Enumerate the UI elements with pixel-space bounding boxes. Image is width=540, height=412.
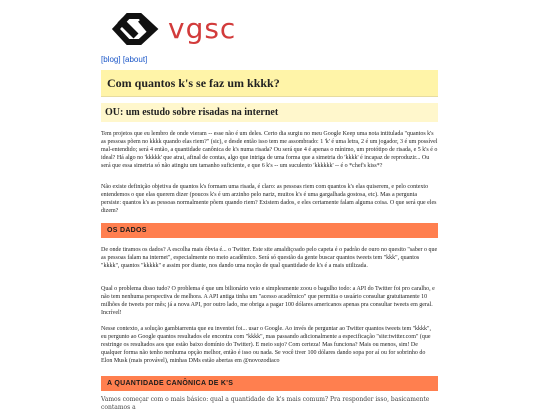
article-subtitle: OU: um estudo sobre risadas na internet: [105, 107, 279, 118]
article-title-box: [101, 70, 438, 97]
intro-paragraph-1: Tem projetos que eu lembro de onde vieram -- esse não é um deles. Certo dia surgiu no meu Google Keep uma nota intitulada "quantos k's as pessoas põem no kkkk quando elas riem?" (sic), e desde então isso tem me assombrado: 1 'k' é uma letra, 2 é um jogador, 3 é um possível mal-entendido; será 4 então, a quantidade canônica de k's numa risada? Ou será que 4 é apenas o mínimo, um protótipo de risada, e 5 k's é o ideal? Há algo no 'kkkkk' que atrai, afinal de contas, algo que intriga de uma forma que a simetria do 'kkkk' é incapaz de reproduzir... Ou será que essa simetria só não atingiu um tamanho suficiente, e que 6 k's -- um suculento 'kkkkkk' -- é o *chef's kiss*?: [101, 131, 438, 169]
nav-link-blog[interactable]: [blog]: [101, 55, 121, 64]
article-subtitle-box: [101, 103, 438, 122]
data-paragraph-1: De onde tiramos os dados? A escolha mais óbvia é... o Twitter. Este site amaldiçoado pelo capeta é o padrão de ouro no quesito "saber o que as pessoas falam na internet", especialmente no meio acadêmico. Será só questão da gente buscar quantos tweets tem "kkk", quantos "kkkk", quantos "kkkkk" e assim por diante, nos dando uma noção de qual quantidade de k's é a mais utilizada.: [101, 247, 438, 269]
data-paragraph-3: Nesse contexto, a solução gambiarrenta que eu inventei foi... usar o Google. Ao invés de perguntar ao Twitter quantos tweets tem "kkkk", eu pergunto ao Google quantos resultados ele encontra com "kkkk", mas passando adicionalmente a especificação "site:twitter.com" (que restringe os resultados aos que estão baixo domínio do Twitter). E meio sujo? Com certeza! Mas funciona? Mais ou menos, sim! De qualquer forma não tenho nenhuma opção melhor, então é isso ou nada. Se você tiver 100 dólares dando sopa por aí ou for sobrinho do Elon Musk (mais provável), minhas DMs estão abertas em @novozodiaco: [101, 326, 432, 364]
logo-wordmark: vgsc: [168, 12, 237, 45]
logo-ribbon-icon: [110, 10, 160, 48]
site-logo[interactable]: [110, 10, 236, 48]
canonical-paragraph-1: Vamos começar com o mais básico: qual a quantidade de k's mais comum? Pra responder isso, basicamente contamos a: [101, 396, 430, 411]
data-paragraph-2: Qual o problema disso tudo? O problema é que um bilionário veio e simplesmente zoou o bagulho todo: a API do Twitter foi pro caralho, e não tem nenhuma perspectiva de melhora. A API antiga tinha um "acesso acadêmico" que permitia o usuário consultar gratuitamente 10 milhões de tweets por mês; já a nova API, por outro lado, me obriga a pagar 100 dólares americanos apenas pra consultar tweets em geral. Incrível!: [101, 286, 435, 316]
top-nav: [101, 55, 147, 64]
section-heading-data: OS DADOS: [101, 223, 438, 238]
section-heading-canonical: A QUANTIDADE CANÔNICA DE K'S: [101, 376, 438, 391]
article-title: Com quantos k's se faz um kkkk?: [107, 75, 280, 90]
intro-paragraph-2: Não existe definição objetiva de quantos k's formam uma risada, é claro: as pessoas riem com quantos k's elas quiserem, e pelo contexto entendemos o que elas querem dizer (poucos k's é um arzinho pelo nariz, muitos k's é uma gargalhada gostosa, etc). Mas a pergunta persiste: quantos k's as pessoas normalmente põem quando riem? Existem dados, e eles certamente falam alguma coisa. O que será que eles dizem?: [101, 184, 437, 214]
nav-link-about[interactable]: [about]: [122, 55, 148, 64]
